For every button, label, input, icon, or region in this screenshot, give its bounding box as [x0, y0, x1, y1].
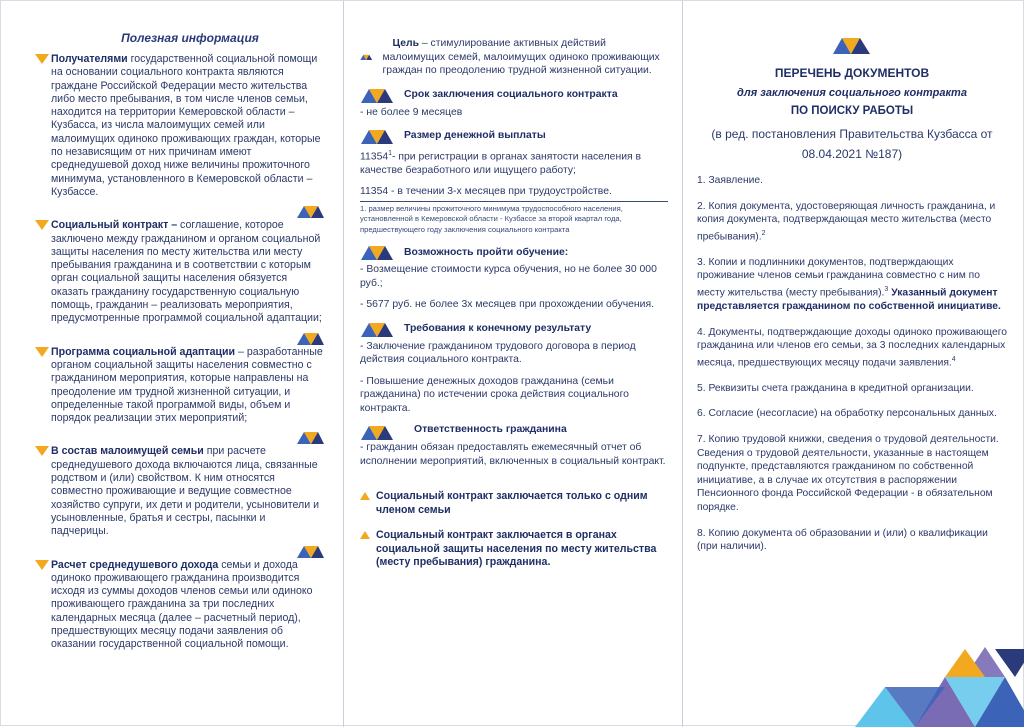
documents-list [697, 174, 1007, 554]
contract-text: соглашение, которое заключено между гражданином и органом социальной защиты населения по месту жительства или месту пребывания гражданина и в соответствии с которым орган социальной защиты населения обязуется оказать гражданину государственную социальную помощь, гражданин – реализовать мероприятия, предусмотренные программой социальной адаптации; [51, 219, 322, 325]
decorative-triangles-icon [845, 647, 1024, 727]
documents-subtitle: для заключения социального контракта [737, 87, 967, 99]
note-one-member: Социальный контракт заключается только с одним членом семьи [360, 490, 668, 517]
list-item: 2. Копия документа, удостоверяющая личность гражданина, и копия документа, подтверждающая место жительства (место пребывания).$^2$ [697, 200, 996, 243]
logo-triangles-icon [35, 203, 325, 219]
program-bold: Программа социальной адаптации [51, 345, 236, 358]
result-line1: - Заключение гражданином трудового договора в период действия социального контракта. [360, 340, 636, 366]
logo-triangles-icon [360, 423, 394, 441]
list-item: 3. Копии и подлинники документов, подтверждающих проживание членов семьи гражданина совместно с ним по месту жительства (месту пребывания).$^3$ Указанный документ представляется гражданином по собственной инициативе. [697, 256, 1001, 312]
goal-section [360, 37, 668, 78]
result-section [360, 320, 668, 416]
info-adaptation-program [35, 346, 325, 426]
income-text: семьи и дохода одиноко проживающего гражданина производится исходя из суммы доходов членов семьи или одиноко проживающего гражданина за три последних календарных месяца (далее – расчетный период), предшествующих месяцу подачи заявления об оказании государственной социальной помощи. [51, 558, 313, 651]
responsibility-title: Ответственность гражданина [414, 424, 567, 436]
result-title: Требования к конечному результату [404, 323, 592, 335]
documents-title: ПЕРЕЧЕНЬ ДОКУМЕНТОВ [774, 66, 930, 80]
logo-triangles-icon [35, 330, 325, 346]
info-income-calculation [35, 559, 325, 652]
documents-edition: (в ред. постановления Правительства Кузбасса от 08.04.2021 №187) [711, 127, 993, 161]
yellow-triangle-icon [360, 492, 370, 500]
yellow-triangle-icon [35, 220, 49, 230]
payment-footnote: 1. размер величины прожиточного минимума трудоспособного населения, установленной в Кемеровской области - Кузбассе за второй квартал года, предшествующего году заключения социального контракта [360, 201, 668, 236]
list-item: 5. Реквизиты счета гражданина в кредитной организации. [697, 382, 974, 394]
payment-line2: 11354 - в течении 3-х месяцев при трудоустройстве. [360, 186, 612, 198]
contract-bold: Социальный контракт – [51, 219, 178, 232]
logo-triangles-icon [360, 243, 394, 261]
info-family-composition [35, 445, 325, 538]
logo-triangles-icon [35, 429, 325, 445]
term-section [360, 86, 668, 120]
list-item: 7. Копию трудовой книжки, сведения о трудовой деятельности. Сведения о трудовой деятельности, указанные в настоящем подпункте, представляются гражданином по собственной инициативе, а в случае их отсутствия в распоряжении Пенсионного фонда Российской Федерации - в обязательном порядке. [697, 433, 999, 513]
term-text: - не более 9 месяцев [360, 106, 463, 118]
list-item: 1. Заявление. [697, 175, 763, 186]
left-panel [1, 1, 343, 727]
yellow-triangle-icon [360, 531, 370, 539]
goal-title: Цель [392, 38, 419, 49]
logo-triangles-icon [832, 35, 872, 55]
yellow-triangle-icon [35, 347, 49, 357]
payment-title: Размер денежной выплаты [404, 130, 546, 142]
documents-title-block [697, 35, 1007, 164]
yellow-triangle-icon [35, 560, 49, 570]
logo-triangles-icon [360, 86, 394, 104]
logo-triangles-icon [360, 48, 373, 66]
family-text: при расчете среднедушевого дохода включаются лица, связанные родством и (или) свойством. К ним относятся совместно проживающие и ведущие совместное хозяйство супруги, их дети и родители, усыновители и усыновленные, братья и сестры, пасынки и падчерицы. [51, 445, 319, 538]
payment-section [360, 127, 668, 235]
info-social-contract [35, 219, 325, 325]
documents-job-search: ПО ПОИСКУ РАБОТЫ [790, 105, 914, 117]
yellow-triangle-icon [35, 446, 49, 456]
list-item: 8. Копию документа об образовании и (или) о квалификации (при наличии). [697, 527, 988, 553]
training-line2: - 5677 руб. не более 3х месяцев при прохождении обучения. [360, 299, 654, 311]
left-heading: Полезная информация [121, 31, 259, 45]
training-title: Возможность пройти обучение: [404, 246, 569, 258]
income-bold: Расчет среднедушевого дохода [51, 558, 219, 571]
logo-triangles-icon [360, 127, 394, 145]
recipients-text: государственной социальной помощи на основании социального контракта являются граждане Российской Федерации место жительства либо место пребывания, в том числе членов семьи, находится на территории Кемеровской области – Кузбасса, из числа малоимущих семей или малоимущих одиноко проживающих граждан, которые по независящим от них причинам имеют среднедушевой доход ниже величины прожиточного минимума, установленного в Кемеровской области – Кузбассе. [51, 53, 321, 198]
note-where-concluded: Социальный контракт заключается в органах социальной защиты населения по месту жительства (месту пребывания) гражданина. [360, 529, 668, 570]
yellow-triangle-icon [35, 54, 49, 64]
recipients-bold: Получателями [51, 53, 128, 65]
family-bold: В состав малоимущей семьи [51, 445, 204, 458]
training-section [360, 243, 668, 312]
payment-line1: 11354$^1$- при регистрации в органах занятости населения в качестве безработного или ищущего работу; [360, 150, 642, 176]
program-text: – разработанные органом социальной защиты населения совместно с гражданином мероприятия, которые направлены на преодоление им трудной жизненной ситуации, и определенные такой программой виды, объем и порядок реализации этих мероприятий; [51, 345, 323, 425]
logo-triangles-icon [360, 320, 394, 338]
list-item: 6. Согласие (несогласие) на обработку персональных данных. [697, 408, 997, 420]
info-recipients [35, 53, 325, 199]
training-line1: - Возмещение стоимости курса обучения, но не более 30 000 руб.; [360, 264, 657, 289]
list-item: 4. Документы, подтверждающие доходы одиноко проживающего гражданина или членов его семьи, за 3 последних календарных месяца, предшествующих месяцу подачи заявления.$^4$ [697, 326, 1008, 369]
term-title: Срок заключения социального контракта [404, 88, 618, 100]
responsibility-text: - гражданин обязан предоставлять ежемесячный отчет об исполнении мероприятий, включенных в социальный контракт. [360, 442, 666, 467]
goal-text: – стимулирование активных действий малоимущих семей, малоимущих одиноко проживающих граждан по преодолению трудной жизненной ситуации. [382, 38, 660, 76]
middle-panel [343, 1, 683, 727]
logo-triangles-icon [35, 543, 325, 559]
result-line2: - Повышение денежных доходов гражданина (семьи гражданина) по истечении срока действия социального контракта. [360, 375, 629, 414]
responsibility-section [360, 423, 668, 468]
right-panel [683, 1, 1024, 727]
